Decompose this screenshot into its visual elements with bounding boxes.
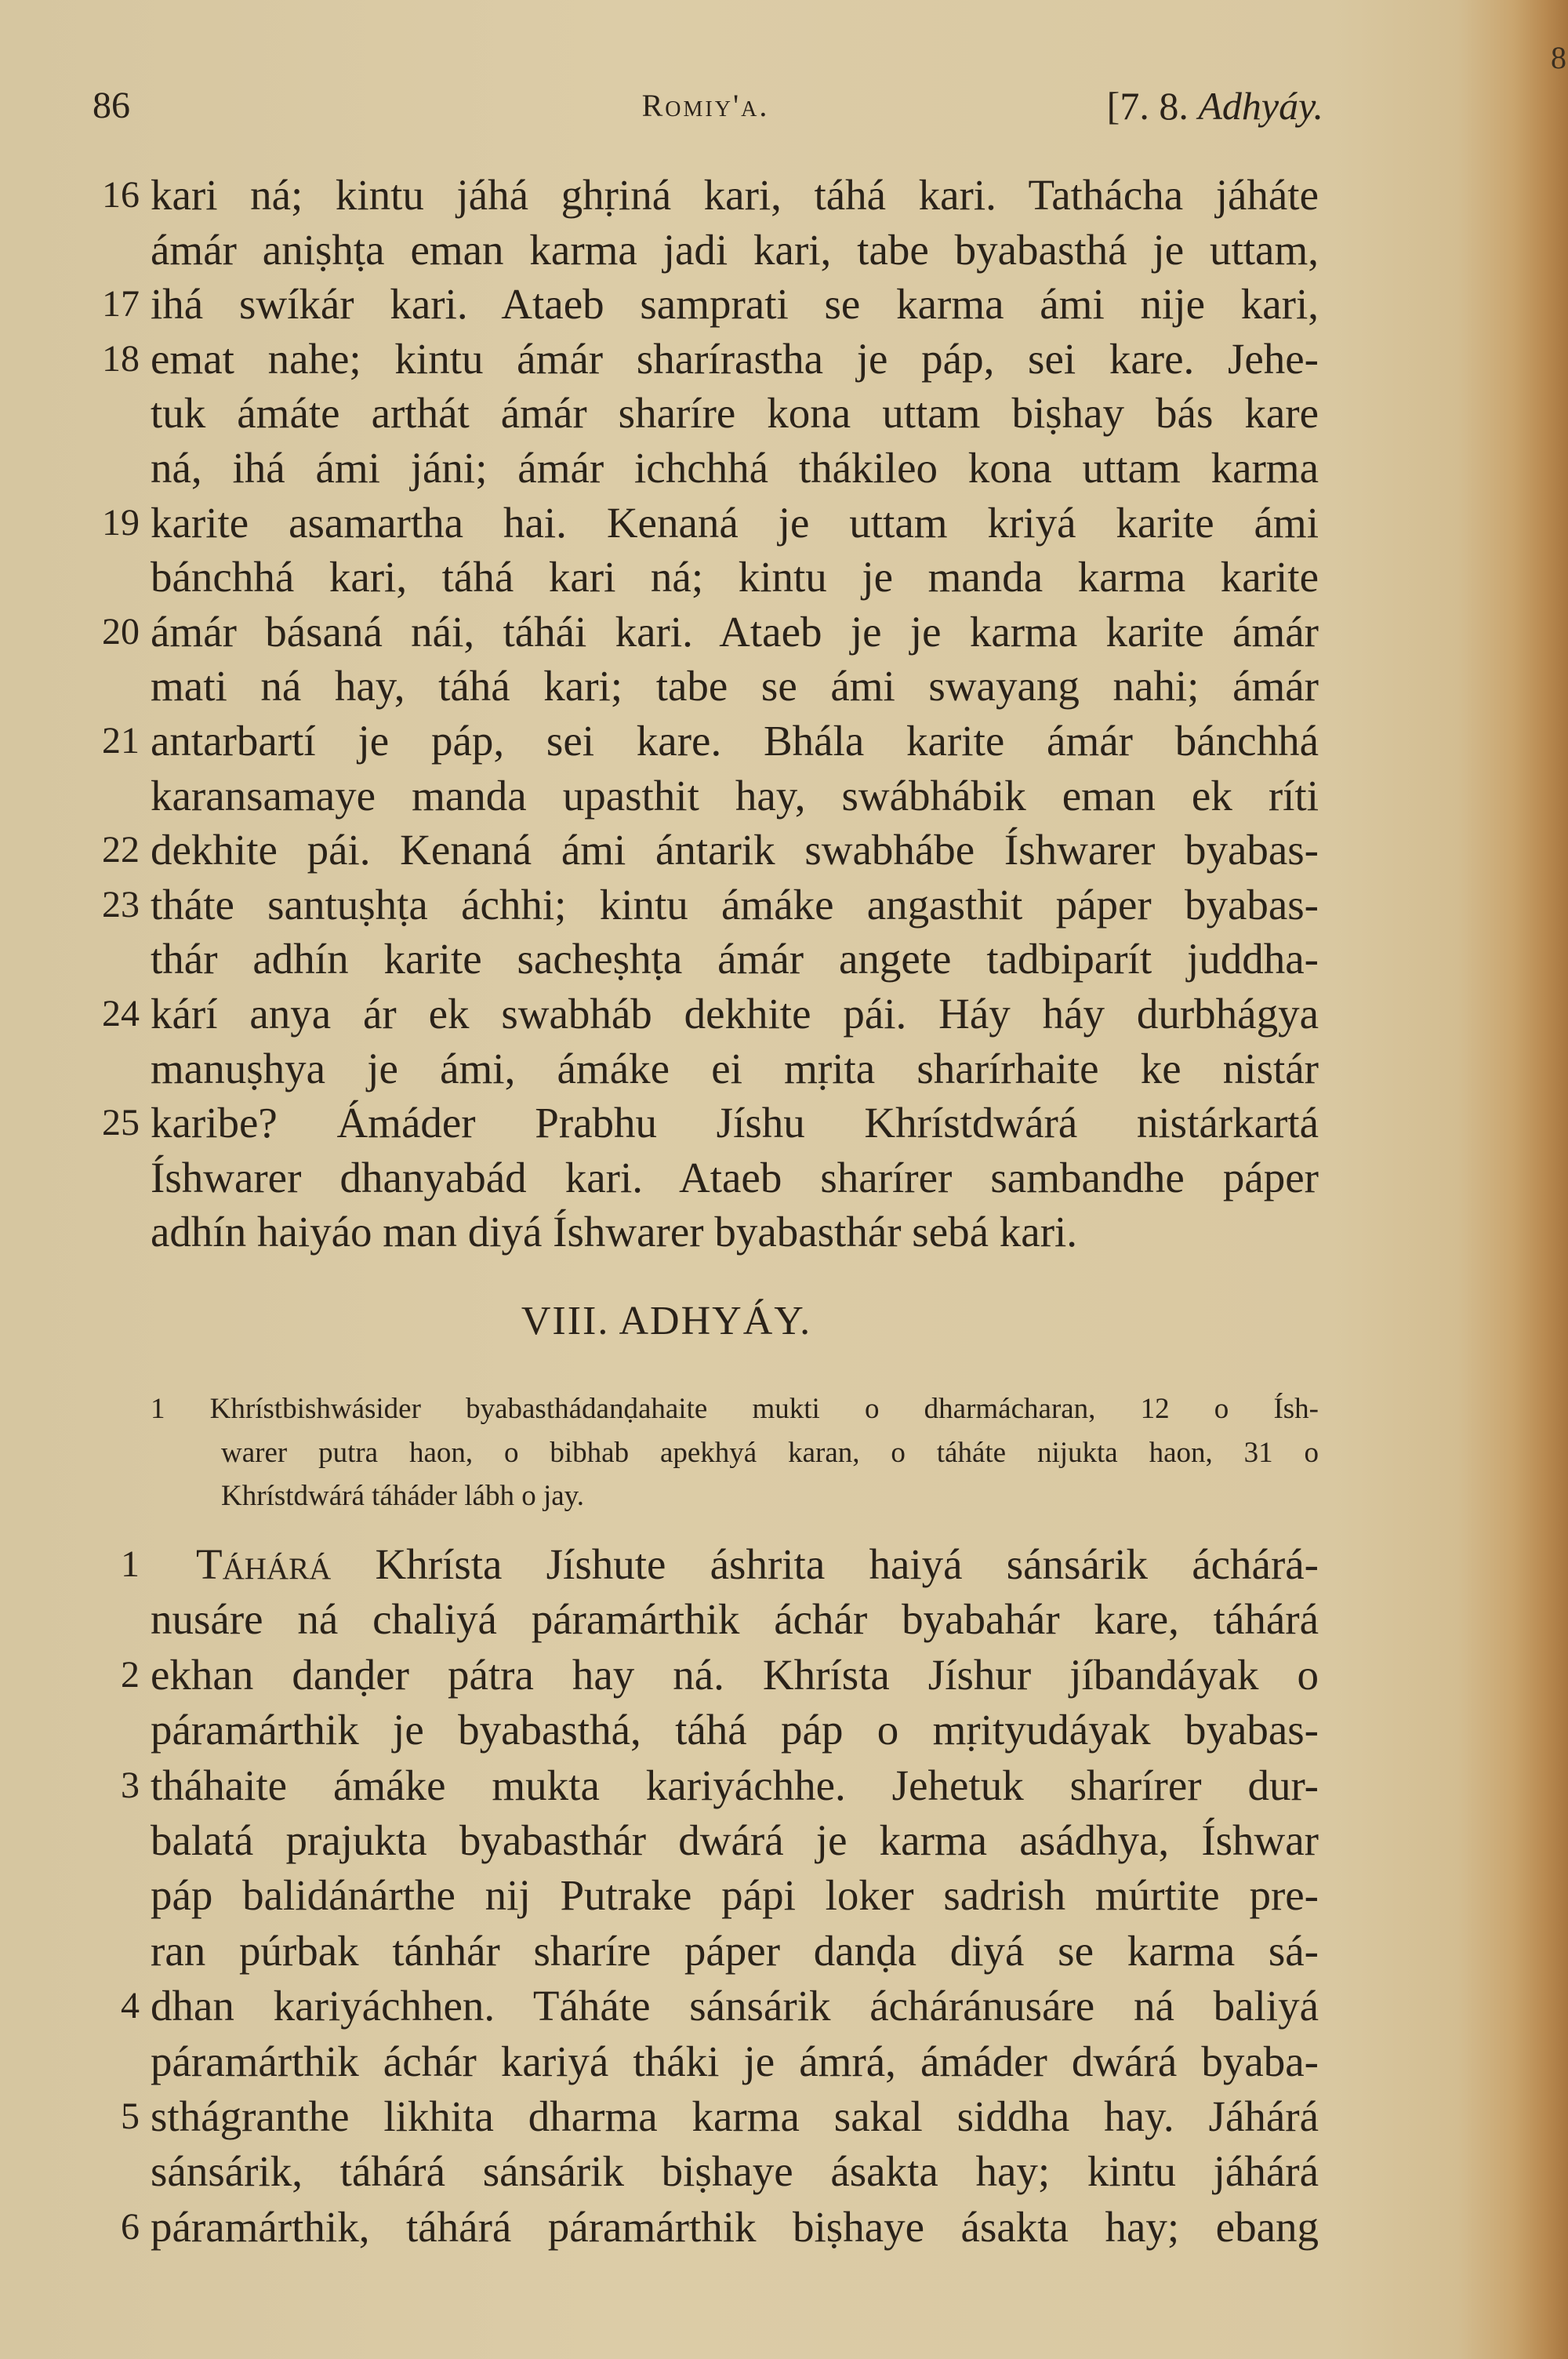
line-text: karibe? Ámáder Prabhu Jíshu Khrístdwárá nistárkartá [151, 1099, 1319, 1147]
text-line [0, 168, 1568, 223]
verse-number: 24 [102, 992, 140, 1034]
opening-word: Táhárá [196, 1540, 332, 1588]
line-text [196, 1537, 1319, 1592]
summary-line [0, 1387, 1568, 1431]
line-text: tháhaite ámáke mukta kariyáchhe. Jehetuk sharírer dur- [151, 1761, 1319, 1809]
text-line [0, 1648, 1568, 1703]
running-title: Romiy'a. [641, 88, 770, 123]
line-text: ná, ihá ámi jáni; ámár ichchhá thákileo kona uttam karma [151, 443, 1319, 492]
line-text-rest: Khrísta Jíshute áshrita haiyá sánsárik áchárá- [375, 1540, 1319, 1588]
text-line [0, 496, 1568, 551]
line-text: karite asamartha hai. Kenaná je uttam kriyá karite ámi [151, 498, 1319, 547]
text-line [0, 1205, 1568, 1259]
text-line [0, 1924, 1568, 1979]
verse-number: 3 [121, 1764, 140, 1806]
text-line [0, 1041, 1568, 1096]
chapter-heading: VIII. ADHYÁY. [521, 1299, 812, 1343]
text-line [0, 987, 1568, 1041]
text-line [0, 2144, 1568, 2199]
verse-number: 1 [121, 1543, 140, 1585]
line-text: nusáre ná chaliyá páramárthik áchár byabahár kare, táhárá [151, 1595, 1319, 1644]
text-line [0, 1703, 1568, 1757]
line-text: adhín haiyáo man diyá Íshwarer byabasthár sebá kari. [151, 1208, 1078, 1256]
summary-text: warer putra haon, o bibhab apekhyá karan, o táháte nijukta haon, 31 o [221, 1436, 1319, 1469]
line-text: ámár aniṣhṭa eman karma jadi kari, tabe byabasthá je uttam, [151, 225, 1319, 274]
line-text: ran púrbak tánhár sharíre páper danḍa diyá se karma sá- [151, 1926, 1319, 1975]
line-text: mati ná hay, táhá kari; tabe se ámi swayang nahi; ámár [151, 662, 1319, 711]
line-text: kárí anya ár ek swabháb dekhite pái. Háy háy durbhágya [151, 989, 1319, 1038]
line-text: thár adhín karite sacheṣhṭa ámár angete tadbiparít juddha- [151, 935, 1319, 983]
verse-number: 23 [102, 883, 140, 925]
text-line [0, 878, 1568, 932]
verse-number: 17 [102, 283, 140, 325]
verse-number: 21 [102, 719, 140, 761]
chapter-reference-numbers: [7. 8. [1106, 84, 1199, 128]
text-line [0, 823, 1568, 878]
line-text: páramárthik, táhárá páramárthik biṣhaye ásakta hay; ebang [151, 2202, 1319, 2251]
verse-number: 5 [121, 2095, 140, 2137]
verse-number: 25 [102, 1102, 140, 1144]
text-line [0, 1150, 1568, 1205]
line-text: manuṣhya je ámi, ámáke ei mṛita sharírhaite ke nistár [151, 1044, 1319, 1092]
line-text: balatá prajukta byabasthár dwárá je karma asádhya, Íshwar [151, 1816, 1319, 1864]
text-line [0, 1592, 1568, 1647]
text-line [0, 1979, 1568, 2034]
text-line [0, 1758, 1568, 1813]
chapter-summary [0, 1387, 1568, 1518]
line-text: tuk ámáte arthát ámár sharíre kona uttam biṣhay bás kare [151, 389, 1319, 438]
chapter-8-text [0, 1537, 1568, 2255]
text-line [0, 2034, 1568, 2089]
text-line [0, 932, 1568, 987]
line-text: karansamaye manda upasthit hay, swábhábik eman ek ríti [151, 771, 1319, 820]
verse-number: 20 [102, 610, 140, 652]
text-line [0, 1096, 1568, 1150]
summary-text: Khrístdwárá táháder lábh o jay. [221, 1480, 585, 1512]
line-text: ihá swíkár kari. Ataeb samprati se karma ámi nije kari, [151, 280, 1319, 329]
page-number: 86 [93, 85, 130, 126]
text-line [0, 2089, 1568, 2144]
line-text: Íshwarer dhanyabád kari. Ataeb sharírer sambandhe páper [151, 1153, 1319, 1201]
summary-line [0, 1474, 1568, 1518]
verse-number: 6 [121, 2205, 140, 2248]
verse-number: 16 [102, 174, 140, 216]
text-line [0, 1868, 1568, 1923]
corner-page-mark: 8 [1551, 40, 1566, 75]
verse-number: 4 [121, 1985, 140, 2027]
line-text: antarbartí je páp, sei kare. Bhála karite ámár bánchhá [151, 716, 1319, 765]
text-line [0, 1813, 1568, 1868]
text-line [0, 2200, 1568, 2255]
text-line [0, 1537, 1568, 1592]
text-line [0, 277, 1568, 332]
verse-number: 22 [102, 829, 140, 871]
text-line [0, 550, 1568, 605]
summary-line [0, 1431, 1568, 1475]
line-text: bánchhá kari, táhá kari ná; kintu je manda karma karite [151, 553, 1319, 602]
line-text: ámár básaná nái, táhái kari. Ataeb je je karma karite ámár [151, 607, 1319, 656]
chapter-reference-word: Adhyáy. [1198, 84, 1323, 128]
line-text: kari ná; kintu jáhá ghṛiná kari, táhá kari. Tathácha jáháte [151, 171, 1319, 219]
text-line [0, 441, 1568, 496]
chapter-reference [1107, 82, 1323, 129]
line-text: dekhite pái. Kenaná ámi ántarik swabhábe Íshwarer byabas- [151, 826, 1319, 874]
line-text: páp balidánárthe nij Putrake pápi loker sadrish múrtite pre- [151, 1871, 1319, 1920]
line-text: ekhan danḍer pátra hay ná. Khrísta Jíshur jíbandáyak o [151, 1650, 1319, 1699]
text-line [0, 605, 1568, 660]
line-text: dhan kariyáchhen. Táháte sánsárik ácháránusáre ná baliyá [151, 1982, 1319, 2030]
text-line [0, 659, 1568, 714]
line-text: sthágranthe likhita dharma karma sakal siddha hay. Jáhárá [151, 2092, 1319, 2140]
line-text: páramárthik áchár kariyá tháki je ámrá, ámáder dwárá byaba- [151, 2037, 1319, 2085]
text-line [0, 223, 1568, 278]
text-line [0, 332, 1568, 387]
line-text: emat nahe; kintu ámár sharírastha je páp, sei kare. Jehe- [151, 334, 1319, 383]
text-line [0, 769, 1568, 823]
text-line [0, 714, 1568, 769]
line-text: sánsárik, táhárá sánsárik biṣhaye ásakta hay; kintu jáhárá [151, 2147, 1319, 2196]
verse-number: 2 [121, 1653, 140, 1696]
summary-text: 1 Khrístbishwásider byabasthádanḍahaite mukti o dharmácharan, 12 o Ísh- [151, 1393, 1319, 1425]
verse-number: 19 [102, 501, 140, 543]
text-line [0, 386, 1568, 441]
chapter-7-text [0, 168, 1568, 1259]
line-text: páramárthik je byabasthá, táhá páp o mṛityudáyak byabas- [151, 1706, 1319, 1754]
verse-number: 18 [102, 337, 140, 380]
line-text: tháte santuṣhṭa áchhi; kintu ámáke angasthit páper byabas- [151, 880, 1319, 929]
